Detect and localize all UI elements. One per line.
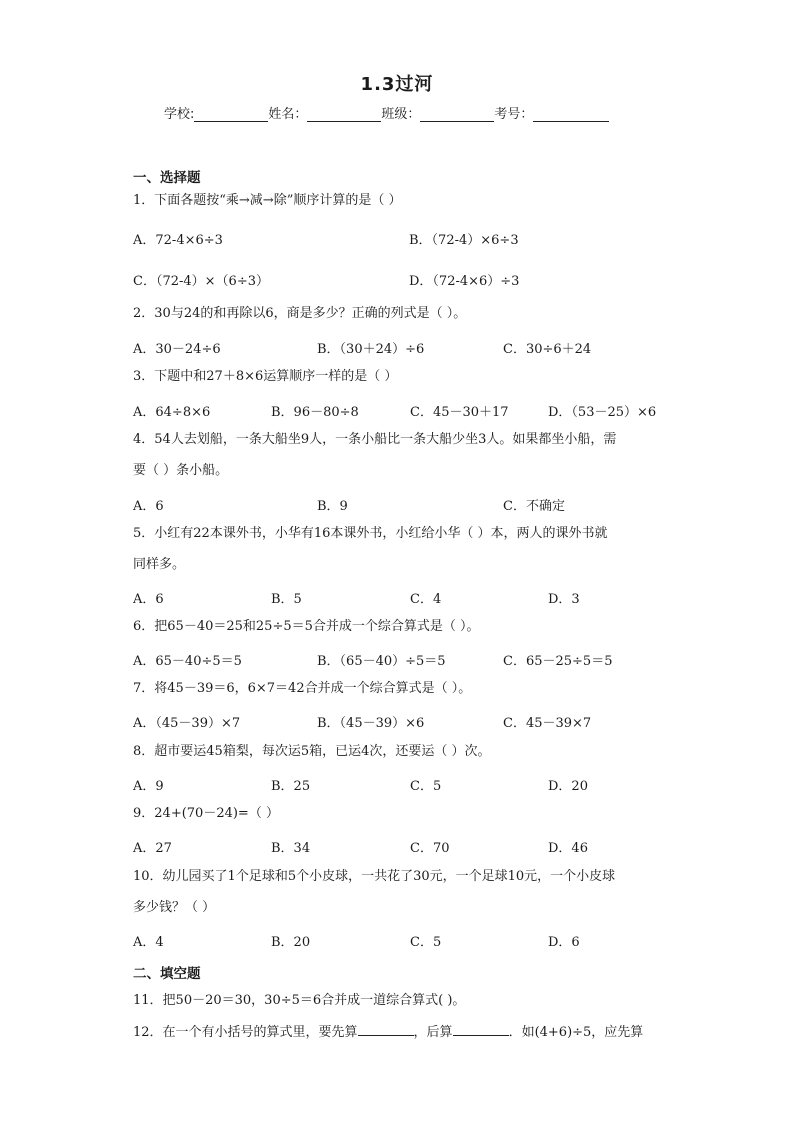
option-c[interactable]: C．4 — [410, 592, 442, 607]
option-a[interactable]: A．64÷8×6 — [133, 405, 211, 420]
option-d[interactable]: D．（72-4×6）÷3 — [409, 274, 520, 289]
option-b[interactable]: B．25 — [271, 779, 311, 794]
question-2: 2．30与24的和再除以6，商是多少？正确的列式是（ ）。 — [133, 306, 467, 321]
option-d[interactable]: D．46 — [548, 841, 588, 856]
answer-blank-2[interactable] — [453, 1022, 509, 1036]
question-5-line-1: 5．小红有22本课外书，小华有16本课外书，小红给小华（ ）本，两人的课外书就 — [133, 526, 608, 541]
question-7-options — [133, 712, 673, 732]
page-title: 1.3过河 — [360, 74, 434, 95]
option-a[interactable]: A．6 — [133, 592, 164, 607]
question-5-options — [133, 588, 673, 608]
question-1-options-2 — [133, 270, 673, 290]
option-c[interactable]: C．（72-4）×（6÷3） — [133, 274, 269, 289]
question-8: 8．超市要运45箱梨，每次运5箱，已运4次，还要运（ ）次。 — [133, 744, 491, 759]
option-a[interactable]: A．72-4×6÷3 — [133, 233, 223, 248]
question-5-line-2: 同样多。 — [133, 557, 186, 572]
answer-blank-1[interactable] — [358, 1022, 414, 1036]
question-7: 7．将45－39＝6，6×7＝42合并成一个综合算式是（ ）。 — [133, 681, 472, 696]
question-6-options — [133, 650, 673, 670]
option-c[interactable]: C．70 — [410, 841, 450, 856]
option-c[interactable]: C．30÷6＋24 — [503, 342, 592, 357]
option-c[interactable]: C．5 — [410, 779, 442, 794]
question-12 — [133, 1017, 663, 1048]
option-d[interactable]: D．（53－25）×6 — [548, 405, 657, 420]
question-11: 11．把50－20＝30，30÷5＝6合并成一道综合算式( )。 — [133, 993, 466, 1008]
question-10-line-1: 10．幼儿园买了1个足球和5个小皮球，一共花了30元，一个足球10元，一个小皮球 — [133, 869, 616, 884]
option-b[interactable]: B．9 — [317, 499, 348, 514]
question-4-line-2: 要（ ）条小船。 — [133, 463, 229, 478]
option-a[interactable]: A．9 — [133, 779, 164, 794]
option-d[interactable]: D．6 — [548, 935, 580, 950]
question-4-options — [133, 495, 673, 515]
question-6: 6．把65－40＝25和25÷5＝5合并成一个综合算式是（ ）。 — [133, 619, 480, 634]
option-a[interactable]: A．27 — [133, 841, 172, 856]
option-d[interactable]: D．20 — [548, 779, 588, 794]
question-12-part-3: ．如(4+6)÷5，应先算 — [508, 1025, 644, 1040]
question-9-options — [133, 837, 673, 857]
option-a[interactable]: A．（45－39）×7 — [133, 716, 241, 731]
option-b[interactable]: B．96－80÷8 — [271, 405, 359, 420]
question-12-part-2: ，后算 — [413, 1025, 453, 1040]
option-c[interactable]: C．5 — [410, 935, 442, 950]
option-a[interactable]: A．4 — [133, 935, 164, 950]
option-b[interactable]: B．（65－40）÷5＝5 — [317, 654, 446, 669]
option-b[interactable]: B．（72-4）×6÷3 — [409, 233, 519, 248]
question-8-options — [133, 775, 673, 795]
option-a[interactable]: A．65－40÷5＝5 — [133, 654, 242, 669]
section-heading-fill: 二、填空题 — [133, 966, 201, 982]
option-b[interactable]: B．5 — [271, 592, 302, 607]
student-info-row — [164, 103, 609, 122]
name-label: 姓名： — [268, 107, 308, 122]
question-2-options — [133, 338, 673, 358]
option-c[interactable]: C．45－39×7 — [503, 716, 592, 731]
question-1-options — [133, 229, 673, 249]
option-a[interactable]: A．6 — [133, 499, 164, 514]
school-label: 学校: — [164, 107, 195, 122]
question-1: 1．下面各题按“乘→减→除”顺序计算的是（ ） — [133, 193, 402, 208]
option-b[interactable]: B．（30＋24）÷6 — [317, 342, 425, 357]
question-12-part-1: 12．在一个有小括号的算式里，要先算 — [133, 1025, 358, 1040]
number-blank[interactable] — [533, 107, 609, 122]
option-a[interactable]: A．30－24÷6 — [133, 342, 221, 357]
school-blank[interactable] — [194, 107, 268, 122]
question-4-line-1: 4．54人去划船，一条大船坐9人，一条小船比一条大船少坐3人。如果都坐小船，需 — [133, 432, 617, 447]
question-3-options — [133, 401, 673, 421]
option-c[interactable]: C．不确定 — [503, 499, 565, 514]
option-c[interactable]: C．45－30＋17 — [410, 405, 509, 420]
question-10-options — [133, 931, 673, 951]
name-blank[interactable] — [307, 107, 381, 122]
number-label: 考号： — [494, 107, 534, 122]
option-b[interactable]: B．20 — [271, 935, 311, 950]
question-3: 3．下题中和27＋8×6运算顺序一样的是（ ） — [133, 369, 398, 384]
question-9: 9．24+(70－24)=（ ） — [133, 806, 279, 821]
section-heading-choice: 一、选择题 — [133, 170, 201, 186]
option-d[interactable]: D．3 — [548, 592, 580, 607]
option-b[interactable]: B．34 — [271, 841, 311, 856]
class-blank[interactable] — [420, 107, 494, 122]
option-c[interactable]: C．65－25÷5＝5 — [503, 654, 613, 669]
option-b[interactable]: B．（45－39）×6 — [317, 716, 425, 731]
question-10-line-2: 多少钱？（ ） — [133, 900, 216, 915]
class-label: 班级： — [381, 107, 421, 122]
